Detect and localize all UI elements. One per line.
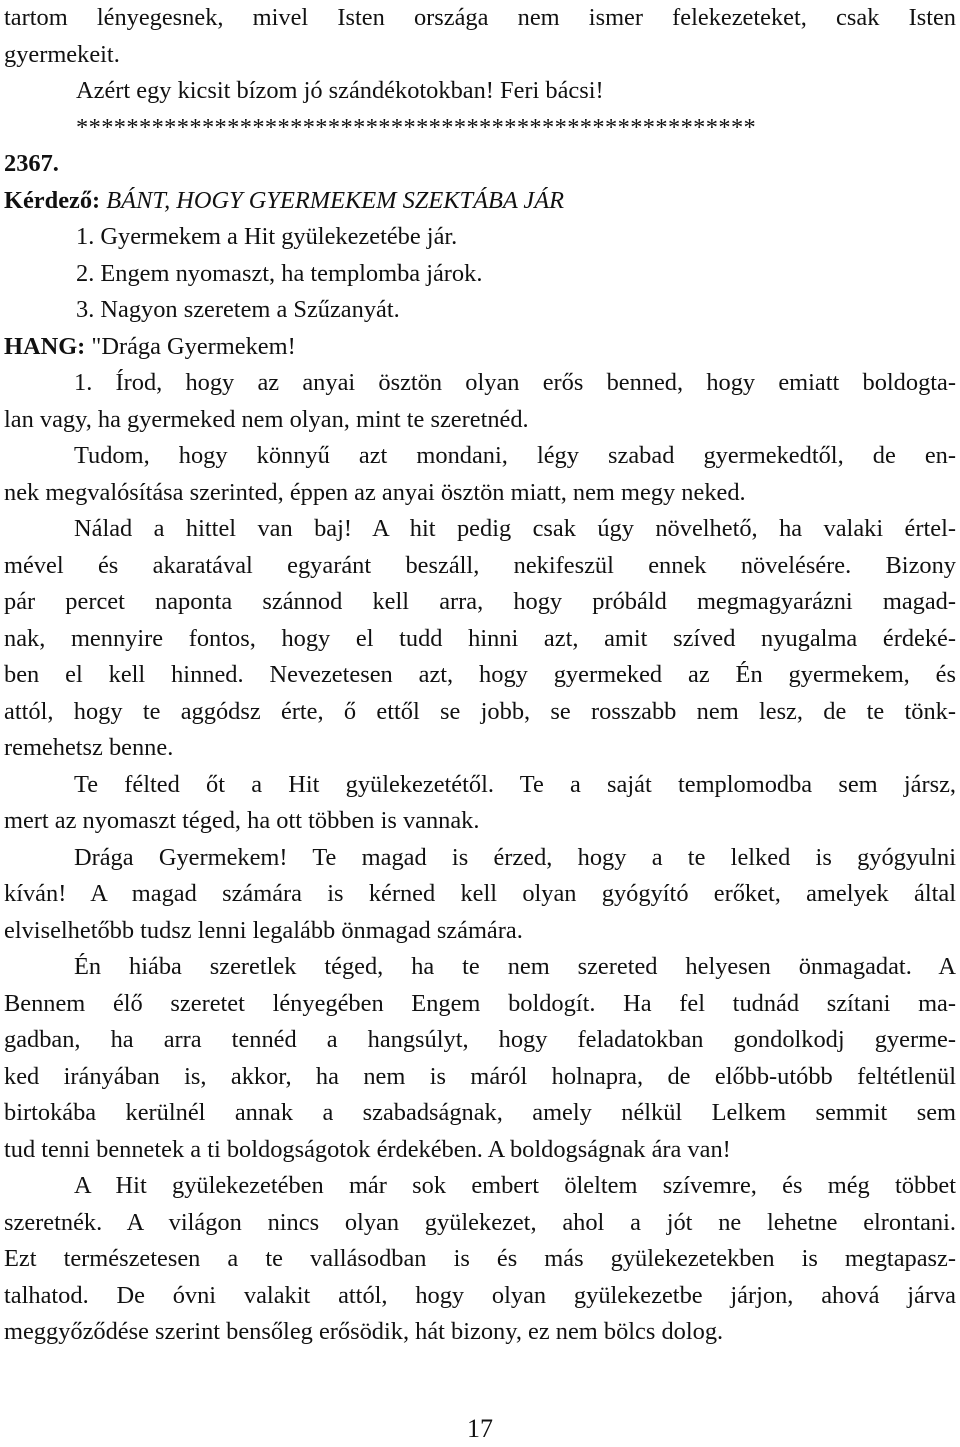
body-line: birtokába kerülnél annak a szabadságnak, amely nélkül Lelkem semmit sem — [4, 1099, 956, 1126]
body-line: attól, hogy te aggódsz érte, ő ettől se jobb, se rosszabb nem lesz, de te tönk- — [4, 697, 956, 725]
body-line: Én hiába szeretlek téged, ha te nem szereted helyesen önmagadat. A — [74, 953, 956, 980]
question-point: 2. Engem nyomaszt, ha templomba járok. — [76, 259, 483, 287]
page-text — [4, 0, 956, 1351]
body-line: 1. Írod, hogy az anyai ösztön olyan erős benned, hogy emiatt boldogta- — [74, 369, 956, 396]
body-line: A Hit gyülekezetében már sok embert öleltem szívemre, és még többet — [74, 1172, 956, 1199]
body-line: Bennem élő szeretet lényegében Engem boldogít. Ha fel tudnád szítani ma- — [4, 989, 956, 1017]
body-line: Te félted őt a Hit gyülekezetétől. Te a saját templomodba sem jársz, — [74, 770, 956, 798]
body-line: tud tenni bennetek a ti boldogságotok érdekében. A boldogságnak ára van! — [4, 1135, 731, 1163]
body-line: Drága Gyermekem! Te magad is érzed, hogy a te lelked is gyógyulni — [74, 843, 956, 871]
answer-heading — [4, 329, 956, 366]
question-title: BÁNT, HOGY GYERMEKEM SZEKTÁBA JÁR — [106, 186, 565, 214]
body-line: Tudom, hogy könnyű azt mondani, légy szabad gyermekedtől, de en- — [74, 442, 956, 469]
body-line: meggyőződése szerint bensőleg erősödik, hát bizony, ez nem bölcs dolog. — [4, 1318, 724, 1345]
body-line: gadban, ha arra tennéd a hangsúlyt, hogy feladatokban gondolkodj gyerme- — [4, 1026, 956, 1053]
question-point: 1. Gyermekem a Hit gyülekezetébe jár. — [76, 223, 458, 250]
intro-line: tartom lényegesnek, mivel Isten országa nem ismer felekezeteket, csak Isten — [4, 4, 956, 31]
separator: ****************************************************** — [76, 113, 757, 141]
body-line: lan vagy, ha gyermeked nem olyan, mint te szeretnéd. — [4, 405, 529, 433]
body-line: mével és akaratával egyaránt beszáll, nekifeszül ennek növelésére. Bizony — [4, 551, 956, 579]
body-line: nak, mennyire fontos, hogy el tudd hinni azt, amit szíved nyugalma érdeké- — [4, 624, 956, 652]
body-line: kíván! A magad számára is kérned kell olyan gyógyító erőket, amelyek által — [4, 880, 956, 907]
body-line: mert az nyomaszt téged, ha ott többen is vannak. — [4, 807, 480, 834]
hang-label: HANG: — [4, 332, 86, 360]
body-line: elviselhetőbb tudsz lenni legalább önmagad számára. — [4, 916, 523, 944]
body-line: szeretnék. A világon nincs olyan gyülekezet, ahol a jót ne lehetne elrontani. — [4, 1208, 956, 1236]
body-line: Nálad a hittel van baj! A hit pedig csak úgy növelhető, ha valaki értel- — [74, 515, 956, 542]
closing-line: Azért egy kicsit bízom jó szándékotokban! Feri bácsi! — [76, 77, 604, 104]
body-line: remehetsz benne. — [4, 734, 174, 761]
answer-greeting: "Drága Gyermekem! — [91, 332, 296, 360]
page-number: 17 — [467, 1414, 493, 1443]
body-line: Ezt természetesen a te vallásodban is és más gyülekezetekben is megtapasz- — [4, 1245, 956, 1272]
question-heading — [4, 183, 956, 220]
question-point: 3. Nagyon szeretem a Szűzanyát. — [76, 296, 400, 323]
questioner-label: Kérdező: — [4, 186, 101, 214]
body-line: talhatod. De óvni valakit attól, hogy olyan gyülekezetbe járjon, ahová járva — [4, 1281, 956, 1309]
body-line: ked irányában is, akkor, ha nem is máról holnapra, de előbb-utóbb feltétlenül — [4, 1062, 956, 1090]
body-line: pár percet naponta szánnod kell arra, hogy próbáld megmagyarázni magad- — [4, 588, 956, 615]
intro-line: gyermekeit. — [4, 40, 120, 68]
entry-number: 2367. — [4, 150, 59, 177]
body-line: ben el kell hinned. Nevezetesen azt, hogy gyermeked az Én gyermekem, és — [4, 661, 956, 688]
body-line: nek megvalósítása szerinted, éppen az anyai ösztön miatt, nem megy neked. — [4, 478, 746, 506]
